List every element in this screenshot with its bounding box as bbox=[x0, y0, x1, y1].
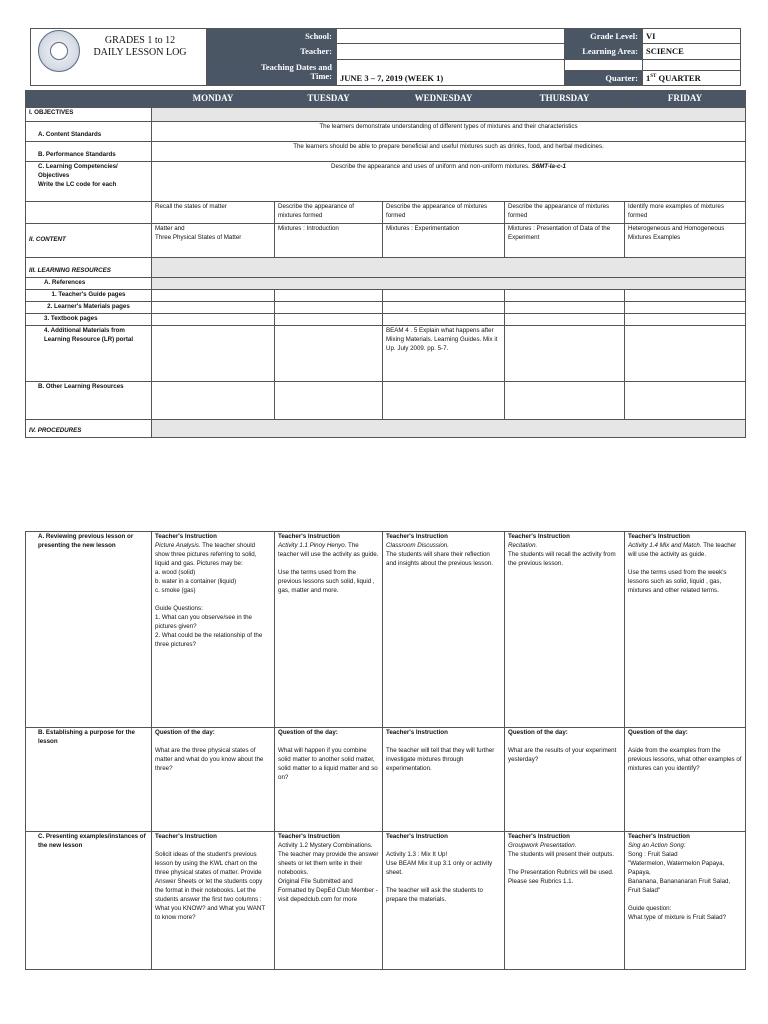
procedure-c-friday: Teacher's Instruction Sing an Action Song: Song : Fruit Salad "Watermelon, Watermelon Papaya, Papaya, Bananana, Banananaran Fruit Salad, Fruit Salad" Guide question: What type of mixture is Fruit Salad? bbox=[625, 832, 746, 970]
objective-tuesday: Describe the appearance of mixtures formed bbox=[275, 202, 383, 224]
logo-cell bbox=[31, 29, 207, 86]
competencies-text: Describe the appearance and uses of uniform and non-uniform mixtures. S6MT-Ia-c-1 bbox=[152, 162, 746, 202]
objective-monday: Recall the states of matter bbox=[152, 202, 275, 224]
procedure-a-thursday: Teacher's Instruction Recitation. The students will recall the activity from the previous lesson. bbox=[505, 532, 625, 728]
blank-cell-2 bbox=[643, 59, 741, 70]
procedure-a-friday: Teacher's Instruction Activity 1.4 Mix and Match. The teacher will use the activity as guide. Use the terms used from the week's lessons such as solid, liquid , gas, mixtures and other related terms. bbox=[625, 532, 746, 728]
references-gray bbox=[152, 278, 746, 290]
objective-friday: Identify more examples of mixtures formed bbox=[625, 202, 746, 224]
title-line2: DAILY LESSON LOG bbox=[93, 47, 187, 58]
quarter-label: Quarter: bbox=[565, 70, 643, 85]
school-label: School: bbox=[207, 29, 337, 44]
procedure-b-tuesday: Question of the day: What will happen if you combine solid matter to another solid matter, solid matter to a liquid matter and so on? bbox=[275, 728, 383, 832]
content-wednesday: Mixtures : Experimentation bbox=[383, 224, 505, 258]
procedure-b-label: B. Establishing a purpose for the lesson bbox=[26, 728, 152, 832]
competencies-label: C. Learning Competencies/ Objectives Write the LC code for each bbox=[26, 162, 152, 202]
procedure-a-monday: Teacher's Instruction Picture Analysis. The teacher should show three pictures referring to solid, liquid and gas. Pictures may be: a. wood (solid) b. water in a container (liquid) c. smoke (gas) Guide Questions: 1. What can you observe/see in the pictures given? 2. What could be the relationship of the three pictures? bbox=[152, 532, 275, 728]
content-tuesday: Mixtures : Introduction bbox=[275, 224, 383, 258]
corner-cell bbox=[26, 91, 152, 108]
procedure-a-label: A. Reviewing previous lesson or presenting the new lesson bbox=[26, 532, 152, 728]
procedure-c-tuesday: Teacher's Instruction Activity 1.2 Mystery Combinations. The teacher may provide the answer sheets or let them write in their notebooks. Original File Submitted and Formatted by DepEd Club Member - visit depedclub.com for more bbox=[275, 832, 383, 970]
day-monday: MONDAY bbox=[152, 91, 275, 108]
performance-standards-label: B. Performance Standards bbox=[26, 142, 152, 162]
lesson-table-page2 bbox=[25, 531, 746, 970]
procedure-b-friday: Question of the day: Aside from the examples from the previous lessons, what other examples of mixtures can you identify? bbox=[625, 728, 746, 832]
blank-cell bbox=[565, 59, 643, 70]
content-standards-label: A. Content Standards bbox=[26, 122, 152, 142]
procedure-c-thursday: Teacher's Instruction Groupwork Presentation. The students will present their outputs. The Presentation Rubrics will be used. Please see Rubrics 1.1. bbox=[505, 832, 625, 970]
procedures-label: IV. PROCEDURES bbox=[26, 419, 152, 437]
teacher-field[interactable] bbox=[337, 44, 565, 59]
procedure-b-thursday: Question of the day: What are the results of your experiment yesterday? bbox=[505, 728, 625, 832]
header-table bbox=[30, 28, 741, 86]
procedure-c-monday: Teacher's Instruction Solicit ideas of the student's previous lesson by using the KWL chart on the three physical states of matter. Provide Answer Sheets or let the students copy the format in their notebooks. Let the students answer the first two columns : What you KNOW? and What you WANT to know more? bbox=[152, 832, 275, 970]
procedure-row-a bbox=[26, 532, 746, 728]
procedure-c-label: C. Presenting examples/instances of the new lesson bbox=[26, 832, 152, 970]
title-line1: GRADES 1 to 12 bbox=[104, 35, 176, 46]
other-resources-label: B. Other Learning Resources bbox=[26, 381, 152, 419]
school-field[interactable] bbox=[337, 29, 565, 44]
resources-label: III. LEARNING RESOURCES bbox=[26, 258, 152, 278]
procedures-gray bbox=[152, 419, 746, 437]
grade-value[interactable]: VI bbox=[643, 29, 741, 44]
procedure-row-b bbox=[26, 728, 746, 832]
dates-value[interactable]: JUNE 3 – 7, 2019 (WEEK 1) bbox=[337, 59, 565, 85]
objective-wednesday: Describe the appearance of mixtures formed bbox=[383, 202, 505, 224]
procedure-a-tuesday: Teacher's Instruction Activity 1.1 Pinoy Henyo. The teacher will use the activity as guide. Use the terms used from the previous lessons such solid, liquid , gas, matter and more. bbox=[275, 532, 383, 728]
resources-gray bbox=[152, 258, 746, 278]
procedure-b-wednesday: Teacher's Instruction The teacher will tell that they will further investigate mixtures through experimentation. bbox=[383, 728, 505, 832]
grade-label: Grade Level: bbox=[565, 29, 643, 44]
references-label: A. References bbox=[26, 278, 152, 290]
procedure-c-wednesday: Teacher's Instruction Activity 1.3 : Mix It Up! Use BEAM Mix it up 3.1 only or activity sheet. The teacher will ask the students to prepare the materials. bbox=[383, 832, 505, 970]
lr-label: 4. Additional Materials from Learning Resource (LR) portal bbox=[26, 325, 152, 381]
objectives-heading: I. OBJECTIVES bbox=[26, 108, 152, 122]
day-thursday: THURSDAY bbox=[505, 91, 625, 108]
content-label: II. CONTENT bbox=[26, 224, 152, 258]
quarter-value[interactable]: 1ST QUARTER bbox=[643, 70, 741, 85]
day-wednesday: WEDNESDAY bbox=[383, 91, 505, 108]
daily-objectives-label bbox=[26, 202, 152, 224]
lr-wednesday: BEAM 4 . 5 Explain what happens after Mixing Materials. Learning Guides. Mix it Up. July 2009. pp. 5-7. bbox=[383, 325, 505, 381]
lm-label: 2. Learner's Materials pages bbox=[26, 301, 152, 313]
dates-label: Teaching Dates and Time: bbox=[207, 59, 337, 85]
tg-label: 1. Teacher's Guide pages bbox=[26, 289, 152, 301]
procedure-b-monday: Question of the day: What are the three physical states of matter and what do you know about the three? bbox=[152, 728, 275, 832]
area-value[interactable]: SCIENCE bbox=[643, 44, 741, 59]
day-friday: FRIDAY bbox=[625, 91, 746, 108]
content-standards-text: The learners demonstrate understanding of different types of mixtures and their characteristics bbox=[152, 122, 746, 142]
teacher-label: Teacher: bbox=[207, 44, 337, 59]
performance-standards-text: The learners should be able to prepare beneficial and useful mixtures such as drinks, food, and herbal medicines. bbox=[152, 142, 746, 162]
procedure-a-wednesday: Teacher's Instruction Classroom Discussion. The students will share their reflection and insights about the previous lesson. bbox=[383, 532, 505, 728]
area-label: Learning Area: bbox=[565, 44, 643, 59]
lesson-table-page1 bbox=[25, 90, 746, 438]
objectives-gray bbox=[152, 108, 746, 122]
content-monday: Matter and Three Physical States of Matter bbox=[152, 224, 275, 258]
content-thursday: Mixtures : Presentation of Data of the Experiment bbox=[505, 224, 625, 258]
objective-thursday: Describe the appearance of mixtures formed bbox=[505, 202, 625, 224]
content-friday: Heterogeneous and Homogeneous Mixtures Examples bbox=[625, 224, 746, 258]
procedure-row-c bbox=[26, 832, 746, 970]
tb-label: 3. Textbook pages bbox=[26, 313, 152, 325]
day-tuesday: TUESDAY bbox=[275, 91, 383, 108]
